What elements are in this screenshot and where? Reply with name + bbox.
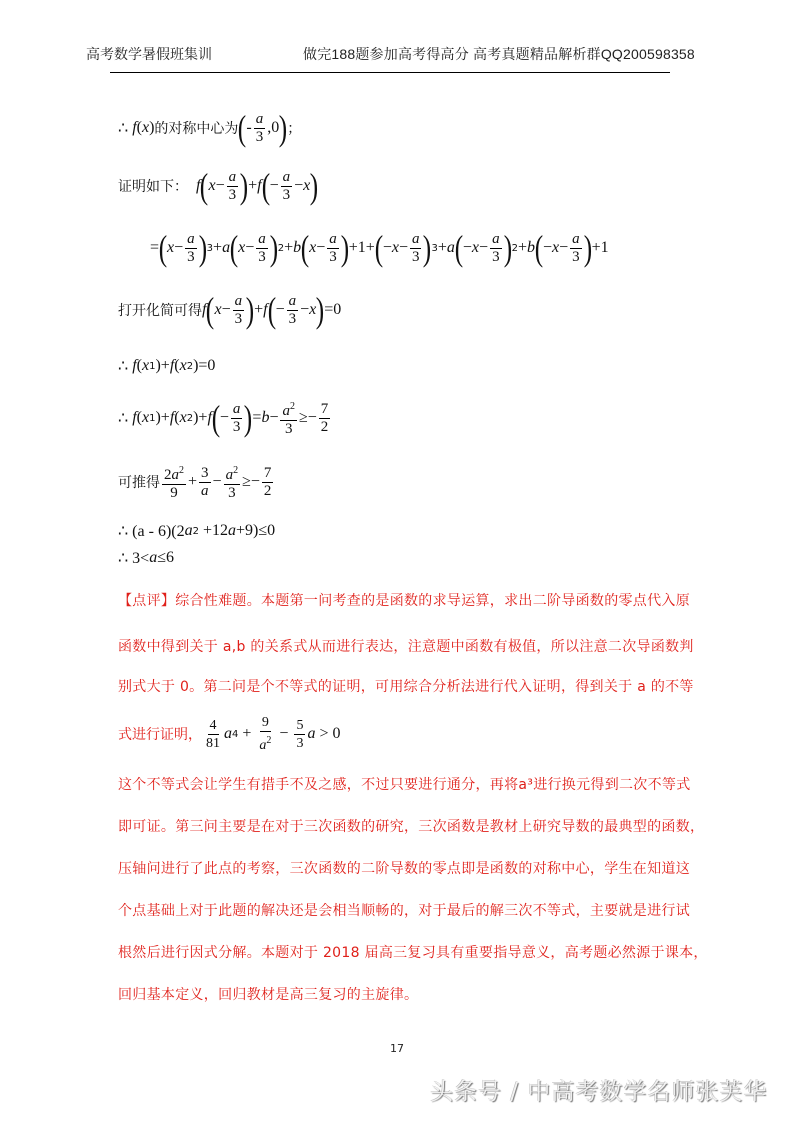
header-right-title: 做完188题参加高考得高分 高考真题精品解析群QQ200598358 <box>303 46 695 62</box>
math-line-inequality: ∴ f ( x 1 )+ f ( x 2 )+ f ( − $\frac{a}{3}$ ) = b − $\frac{a^2}{3}$ ≥− $\frac{7}{2}$ <box>118 398 329 438</box>
comment-line-2: 函数中得到关于 a,b 的关系式从而进行表达，注意题中函数有极值，所以注意二次导函数判 <box>118 639 694 655</box>
comment-line-10: 回归基本定义，回归教材是高三复习的主旋律。 <box>118 987 419 1003</box>
comment-line-3: 别式大于 0。第二问是个不等式的证明，可用综合分析法进行代入证明，得到关于 a 的不等 <box>118 679 694 695</box>
comment-line-9: 根然后进行因式分解。本题对于 2018 届高三复习具有重要指导意义，高考题必然源于课本， <box>118 945 708 961</box>
math-line-result: ∴ 3< a ≤6 <box>118 549 174 567</box>
header-left-title: 高考数学暑假班集训 <box>86 46 212 62</box>
deduce-label: 可推得 <box>118 475 160 491</box>
proof-label: 证明如下： <box>118 179 188 195</box>
comment-line-4-text: 式进行证明， <box>118 727 202 743</box>
semicolon: ； <box>287 121 302 137</box>
math-line-deduce: 可推得 $\frac{2a^2}{9}$ + $\frac{3}{a}$ − $\frac{a^2}{3}$ ≥− $\frac{7}{2}$ <box>118 462 275 502</box>
comment-line-1: 【点评】综合性难题。本题第一问考查的是函数的求导运算，求出二阶导函数的零点代入原 <box>118 593 690 609</box>
comment-line-5: 这个不等式会让学生有措手不及之感，不过只要进行通分，再将a³进行换元得到二次不等式 <box>118 777 691 793</box>
math-line-proof-start: 证明如下： f ( x − $\frac{a}{3}$ ) + f ( − $\frac{a}{3}$ − x ) <box>118 166 319 206</box>
header-rule <box>110 72 670 73</box>
comment-line-6: 即可证。第三问主要是在对于三次函数的研究，三次函数是教材上研究导数的最典型的函数， <box>118 819 705 835</box>
comment-line-8: 个点基础上对于此题的解决还是会相当顺畅的，对于最后的解三次不等式，主要就是进行试 <box>118 903 690 919</box>
math-line-factored: ∴ (a - 6)(2 a 2 +12 a +9)≤0 <box>118 522 276 540</box>
comment-line-7: 压轴问进行了此点的考察，三次函数的二阶导数的零点即是函数的对称中心，学生在知道这 <box>118 861 690 877</box>
simplify-label: 打开化简可得 <box>118 303 202 319</box>
comment-line-4: 式进行证明， $\frac{4}{81}$ a 4 + $\frac{9}{a^2}$ − $\frac{5}{3}$ a > 0 <box>118 715 341 753</box>
math-line-sum-zero: ∴ f ( x 1 )+ f ( x 2 )=0 <box>118 357 216 375</box>
symmetry-center-text: 的对称中心为 <box>154 121 239 137</box>
math-line-symmetry-center: ∴ f ( x ) 的对称中心为 ( - $\frac{a}{3}$ ,0 ) ； <box>118 108 302 148</box>
math-line-simplified: 打开化简可得 f ( x − $\frac{a}{3}$ ) + f ( − $\frac{a}{3}$ − x ) =0 <box>118 290 342 330</box>
page-number: 17 <box>390 1042 404 1055</box>
math-line-expansion: = ( x − $\frac{a}{3}$ ) 3 + a ( x − $\frac{a}{3}$ ) 2 + b ( x − $\frac{a}{3}$ ) +1+ ( − x − $\frac{a}{3}$ ) 3 + a ( − x − $\frac{a}{3}$ ) 2 + b ( − x − $\frac{a}{3}$ ) +1 <box>150 228 609 268</box>
watermark: 头条号 / 中高考数学名师张芙华 <box>430 1079 768 1105</box>
therefore-symbol: ∴ <box>118 120 129 137</box>
